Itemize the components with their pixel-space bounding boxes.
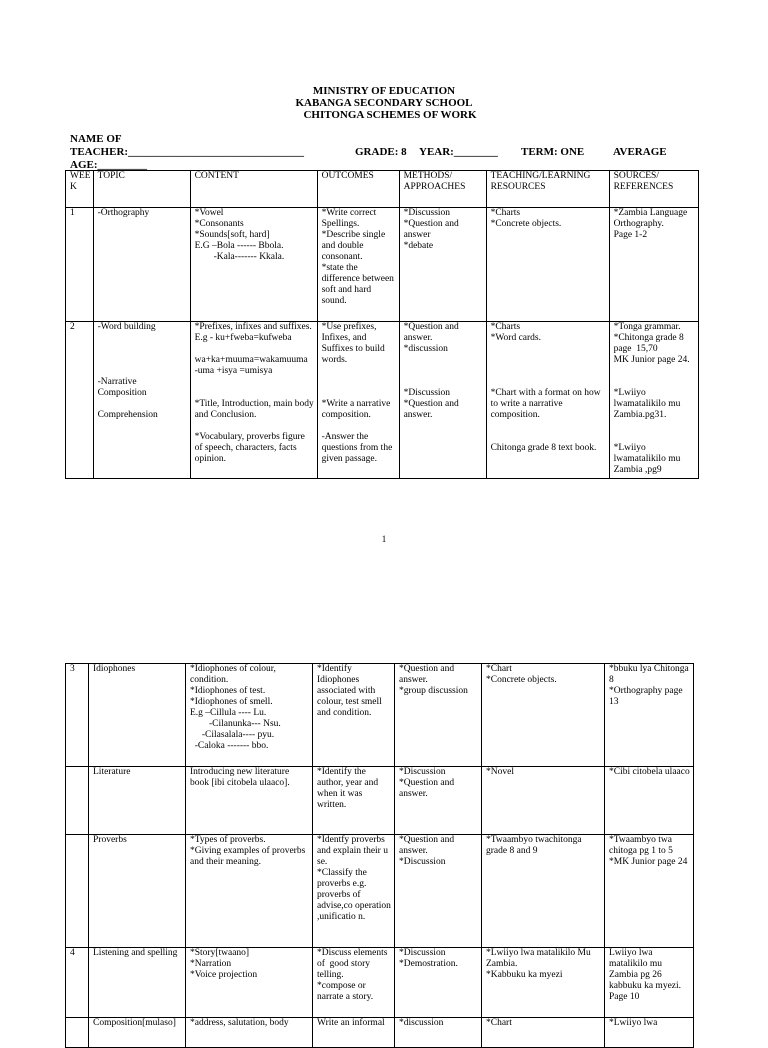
cell-topic xyxy=(89,835,186,948)
outcomes-line: *Identfy proverbs and explain their u se. xyxy=(317,835,391,867)
cell-content xyxy=(186,767,313,835)
resources-line: *Concrete objects. xyxy=(490,219,562,229)
content-line: *Idiophones of test. xyxy=(190,686,266,696)
content-line xyxy=(195,344,315,355)
outcomes-line: *Classify the proverbs e.g. proverbs of advise,co operation ,unificatio n. xyxy=(317,868,394,922)
content-line xyxy=(195,377,315,388)
content-line: *address, salutation, body xyxy=(190,1018,289,1028)
sources-line xyxy=(614,377,696,388)
cell-sources xyxy=(609,322,698,479)
content-line xyxy=(195,421,315,432)
cell-sources xyxy=(605,767,694,835)
resources-line: Chitonga grade 8 text book. xyxy=(490,443,597,453)
cell-week xyxy=(66,767,89,835)
cell-week: 3 xyxy=(66,664,89,767)
content-line: *Types of proverbs. xyxy=(190,835,266,845)
cell-sources xyxy=(609,208,698,322)
sources-line: Lwiiyo lwa matalikilo mu Zambia pg 26 kabbuku ka myezi. Page 10 xyxy=(609,948,684,1002)
sources-line: MK Junior page 24. xyxy=(613,355,690,365)
methods-line: *Discussion xyxy=(399,767,446,777)
header-content: CONTENT xyxy=(190,171,317,208)
cell-content xyxy=(186,1018,313,1048)
sources-line xyxy=(614,432,696,443)
cell-outcomes xyxy=(317,322,399,479)
cell-resources xyxy=(486,208,609,322)
methods-line: *Demostration. xyxy=(399,959,458,969)
cell-methods xyxy=(399,208,486,322)
content-line: E.G –Bola ------ Bbola. xyxy=(194,241,284,251)
topic-line: Idiophones xyxy=(93,664,136,674)
document-title: CHITONGA SCHEMES OF WORK xyxy=(303,109,477,121)
topic-line xyxy=(98,366,188,377)
content-line: E.g –Cillula ---- Lu. xyxy=(190,708,267,718)
methods-line: *Question and answer. xyxy=(399,835,457,856)
topic-line xyxy=(98,355,188,366)
cell-topic xyxy=(89,767,186,835)
cell-sources xyxy=(605,664,694,767)
cell-resources xyxy=(482,948,605,1018)
cell-content xyxy=(186,664,313,767)
cell-content xyxy=(190,208,317,322)
content-line: *Voice projection xyxy=(190,970,258,980)
topic-line: -Word building xyxy=(97,322,156,332)
methods-line xyxy=(404,366,484,377)
methods-line xyxy=(404,355,484,366)
header-week: WEE K xyxy=(66,171,94,208)
cell-content xyxy=(186,835,313,948)
scheme-table-page-1 xyxy=(65,170,699,479)
cell-topic xyxy=(89,664,186,767)
sources-line: *Lwiiyo lwamatalikilo mu Zambia.pg31. xyxy=(613,388,683,420)
content-line: *Consonants xyxy=(194,219,244,229)
table-row xyxy=(66,948,694,1018)
sources-line: *Chitonga grade 8 page 15,70 xyxy=(613,333,687,354)
content-line: *Vocabulary, proverbs figure of speech, characters, facts opinion. xyxy=(194,432,308,464)
cell-outcomes xyxy=(313,767,395,835)
cell-methods xyxy=(395,664,482,767)
methods-line: *Question and answer. xyxy=(399,664,457,685)
grade-field: GRADE: 8 xyxy=(355,146,407,158)
cell-week xyxy=(66,1018,89,1048)
outcomes-line: -Answer the questions from the given passage. xyxy=(321,432,395,464)
methods-line: *discussion xyxy=(403,344,448,354)
outcomes-line xyxy=(322,421,397,432)
average-field: AVERAGE xyxy=(613,146,667,158)
sources-line xyxy=(614,421,696,432)
sources-line: *MK Junior page 24 xyxy=(609,857,688,867)
topic-line: Proverbs xyxy=(93,835,127,845)
methods-line xyxy=(404,377,484,388)
cell-methods xyxy=(395,948,482,1018)
resources-line: *Chart xyxy=(486,664,512,674)
content-line: -Kala------- Kkala. xyxy=(194,252,285,262)
outcomes-line: *Write a narrative composition. xyxy=(321,399,393,420)
outcomes-line: *Identify Idiophones associated with colour, test smell and condition. xyxy=(317,664,385,718)
methods-line: *Discussion xyxy=(403,208,451,218)
content-line: -Caloka ------- bbo. xyxy=(190,741,269,751)
topic-line: Literature xyxy=(93,767,131,777)
teacher-name-field: NAME OF TEACHER:________________________________ xyxy=(70,133,305,158)
teacher-info xyxy=(70,133,710,172)
page-number: 1 xyxy=(381,534,387,544)
content-line: *Story[twaano] xyxy=(190,948,250,958)
methods-line: *Discussion xyxy=(399,857,446,867)
outcomes-line: *Write correct Spellings. xyxy=(321,208,379,229)
methods-line: *discussion xyxy=(399,1018,444,1028)
cell-methods xyxy=(395,1018,482,1048)
year-field: YEAR:________ xyxy=(419,146,498,158)
resources-line: *Word cards. xyxy=(490,333,541,343)
header-resources: TEACHING/LEARNING RESOURCES xyxy=(486,171,609,208)
methods-line: *Question and answer xyxy=(403,219,462,240)
cell-sources xyxy=(605,835,694,948)
document-header xyxy=(0,85,768,121)
cell-resources xyxy=(482,835,605,948)
content-line: -Cilanunka--- Nsu. xyxy=(190,719,281,729)
cell-outcomes xyxy=(313,1018,395,1048)
sources-line: *Cibi citobela ulaaco xyxy=(609,767,690,777)
sources-line: *Orthography page 13 xyxy=(609,686,685,707)
cell-resources xyxy=(482,767,605,835)
header-sources: SOURCES/ REFERENCES xyxy=(609,171,698,208)
cell-sources xyxy=(605,948,694,1018)
ministry-title: MINISTRY OF EDUCATION xyxy=(312,85,456,97)
cell-resources xyxy=(482,664,605,767)
table-row xyxy=(66,664,694,767)
outcomes-line xyxy=(322,366,397,377)
cell-outcomes xyxy=(313,664,395,767)
content-line: -uma +isya =umisya xyxy=(194,366,273,376)
resources-line xyxy=(491,421,607,432)
header-methods: METHODS/ APPROACHES xyxy=(399,171,486,208)
cell-topic xyxy=(89,948,186,1018)
header-topic: TOPIC xyxy=(93,171,190,208)
resources-line: *Charts xyxy=(490,322,521,332)
sources-line: *Tonga grammar. xyxy=(613,322,681,332)
outcomes-line: *Discuss elements of good story telling. xyxy=(317,948,390,980)
content-line: *Prefixes, infixes and suffixes. xyxy=(194,322,312,332)
resources-line: *Twaambyo twachitonga grade 8 and 9 xyxy=(486,835,585,856)
cell-sources xyxy=(605,1018,694,1048)
table-row xyxy=(66,835,694,948)
methods-line: *Question and answer. xyxy=(403,399,462,420)
content-line: *Idiophones of smell. xyxy=(190,697,273,707)
cell-outcomes xyxy=(313,948,395,1018)
resources-line: *Kabbuku ka myezi xyxy=(486,970,563,980)
methods-line: *group discussion xyxy=(399,686,468,696)
resources-line xyxy=(491,366,607,377)
resources-line xyxy=(491,344,607,355)
sources-line: *bbuku lya Chitonga 8 xyxy=(609,664,692,685)
cell-methods xyxy=(399,322,486,479)
topic-line: Composition[mulaso] xyxy=(93,1018,176,1028)
scheme-table-page-2 xyxy=(65,663,694,1048)
content-line: -Cilasalala---- pyu. xyxy=(190,730,275,740)
cell-topic xyxy=(93,322,190,479)
content-line: *Sounds[soft, hard] xyxy=(194,230,270,240)
sources-line: Page 1-2 xyxy=(613,230,648,240)
header-outcomes: OUTCOMES xyxy=(317,171,399,208)
content-line: *Title, Introduction, main body and Conclusion. xyxy=(194,399,317,420)
topic-line: -Orthography xyxy=(97,208,150,218)
cell-methods xyxy=(395,835,482,948)
content-line xyxy=(195,388,315,399)
content-line: *Idiophones of colour, condition. xyxy=(190,664,279,685)
table-row xyxy=(66,208,699,322)
table-header-row xyxy=(66,171,699,208)
age-field: AGE:_________ xyxy=(70,159,147,171)
topic-line: -Narrative Composition xyxy=(97,377,147,398)
outcomes-line: Write an informal xyxy=(317,1018,385,1028)
sources-line: *Lwiiyo lwa xyxy=(609,1018,658,1028)
cell-topic xyxy=(93,208,190,322)
cell-outcomes xyxy=(313,835,395,948)
resources-line: *Charts xyxy=(490,208,521,218)
resources-line xyxy=(491,432,607,443)
cell-topic xyxy=(89,1018,186,1048)
outcomes-line: *Describe single and double consonant. xyxy=(321,230,388,262)
resources-line: *Chart xyxy=(486,1018,512,1028)
cell-week: 2 xyxy=(66,322,94,479)
outcomes-line xyxy=(322,377,397,388)
resources-line: *Lwiiyo lwa matalikilo Mu Zambia. xyxy=(486,948,594,969)
resources-line: *Concrete objects. xyxy=(486,675,557,685)
school-name: KABANGA SECONDARY SCHOOL xyxy=(295,97,473,109)
sources-line xyxy=(614,366,696,377)
content-line: wa+ka+muuma=wakamuuma xyxy=(194,355,308,365)
table-row xyxy=(66,1018,694,1048)
cell-outcomes xyxy=(317,208,399,322)
sources-line: *Zambia Language Orthography. xyxy=(613,208,690,229)
content-line: *Giving examples of proverbs and their meaning. xyxy=(190,846,308,867)
topic-line: Comprehension xyxy=(97,410,158,420)
resources-line: *Novel xyxy=(486,767,514,777)
table-row xyxy=(66,767,694,835)
cell-week: 4 xyxy=(66,948,89,1018)
sources-line: *Lwiiyo lwamatalikilo mu Zambia ,pg9 xyxy=(613,443,683,475)
topic-line xyxy=(98,344,188,355)
topic-line xyxy=(98,333,188,344)
methods-line: *Question and answer. xyxy=(403,322,462,343)
outcomes-line: *Use prefixes, Infixes, and Suffixes to build words. xyxy=(321,322,388,365)
topic-line: Listening and spelling xyxy=(93,948,178,958)
cell-content xyxy=(190,322,317,479)
resources-line xyxy=(491,355,607,366)
outcomes-line: *compose or narrate a story. xyxy=(317,981,374,1002)
cell-week: 1 xyxy=(66,208,94,322)
cell-resources xyxy=(482,1018,605,1048)
content-line: E.g - ku+fweba=kufweba xyxy=(194,333,292,343)
methods-line: *debate xyxy=(403,241,434,251)
content-line: *Vowel xyxy=(194,208,224,218)
outcomes-line xyxy=(322,388,397,399)
term-field: TERM: ONE xyxy=(521,146,585,158)
resources-line: *Chart with a format on how to write a narrative composition. xyxy=(490,388,603,420)
methods-line: *Discussion xyxy=(399,948,446,958)
sources-line: *Twaambyo twa chitoga pg 1 to 5 xyxy=(609,835,675,856)
table-row xyxy=(66,322,699,479)
cell-methods xyxy=(395,767,482,835)
outcomes-line: *state the difference between soft and hard sound. xyxy=(321,263,397,306)
resources-line xyxy=(491,377,607,388)
cell-content xyxy=(186,948,313,1018)
content-line: *Narration xyxy=(190,959,232,969)
cell-week xyxy=(66,835,89,948)
content-line: Introducing new literature book [ibi citobela ulaaco]. xyxy=(190,767,292,788)
methods-line: *Question and answer. xyxy=(399,778,457,799)
methods-line: *Discussion xyxy=(403,388,451,398)
outcomes-line: *Identify the author, year and when it was written. xyxy=(317,767,381,810)
cell-resources xyxy=(486,322,609,479)
topic-line xyxy=(98,399,188,410)
